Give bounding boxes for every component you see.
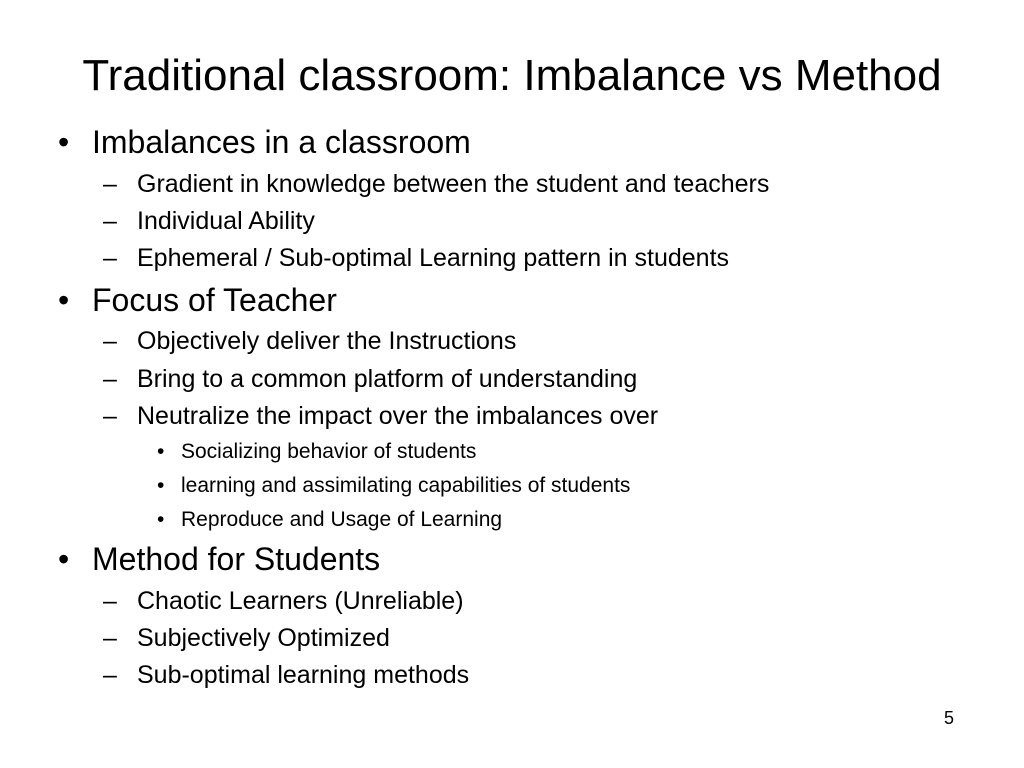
sub-sub-bullet-text: Reproduce and Usage of Learning — [181, 508, 503, 531]
bullet-heading: Focus of Teacher — [92, 282, 337, 318]
dash-marker: – — [103, 170, 117, 198]
slide-title: Traditional classroom: Imbalance vs Method — [82, 51, 942, 100]
bullet-marker: • — [58, 124, 70, 160]
bullet-heading: Imbalances in a classroom — [92, 124, 471, 160]
bullet-heading: Method for Students — [92, 541, 381, 577]
page-number: 5 — [944, 708, 955, 728]
sub-bullet-text: Sub-optimal learning methods — [137, 661, 470, 689]
dash-marker: – — [103, 624, 117, 652]
dash-marker: – — [103, 207, 117, 235]
sub-bullet-text: Chaotic Learners (Unreliable) — [137, 587, 464, 615]
dash-marker: – — [103, 327, 117, 355]
dash-marker: – — [103, 244, 117, 272]
sub-bullet-text: Objectively deliver the Instructions — [137, 327, 517, 355]
sub-bullet-text: Neutralize the impact over the imbalances over — [137, 402, 659, 430]
sub-bullet-text: Subjectively Optimized — [137, 624, 390, 652]
sub-bullet-text: Individual Ability — [137, 207, 315, 235]
dash-marker: – — [103, 587, 117, 615]
bullet-marker: • — [157, 474, 165, 497]
bullet-marker: • — [58, 541, 70, 577]
sub-sub-bullet-text: learning and assimilating capabilities of students — [181, 474, 631, 497]
bullet-marker: • — [58, 282, 70, 318]
sub-bullet-text: Gradient in knowledge between the student and teachers — [137, 170, 770, 198]
sub-bullet-text: Ephemeral / Sub-optimal Learning pattern in students — [137, 244, 730, 272]
dash-marker: – — [103, 661, 117, 689]
bullet-marker: • — [157, 508, 165, 531]
sub-sub-bullet-text: Socializing behavior of students — [181, 440, 477, 463]
sub-bullet-text: Bring to a common platform of understanding — [137, 365, 638, 393]
bullet-marker: • — [157, 440, 165, 463]
dash-marker: – — [103, 402, 117, 430]
dash-marker: – — [103, 365, 117, 393]
